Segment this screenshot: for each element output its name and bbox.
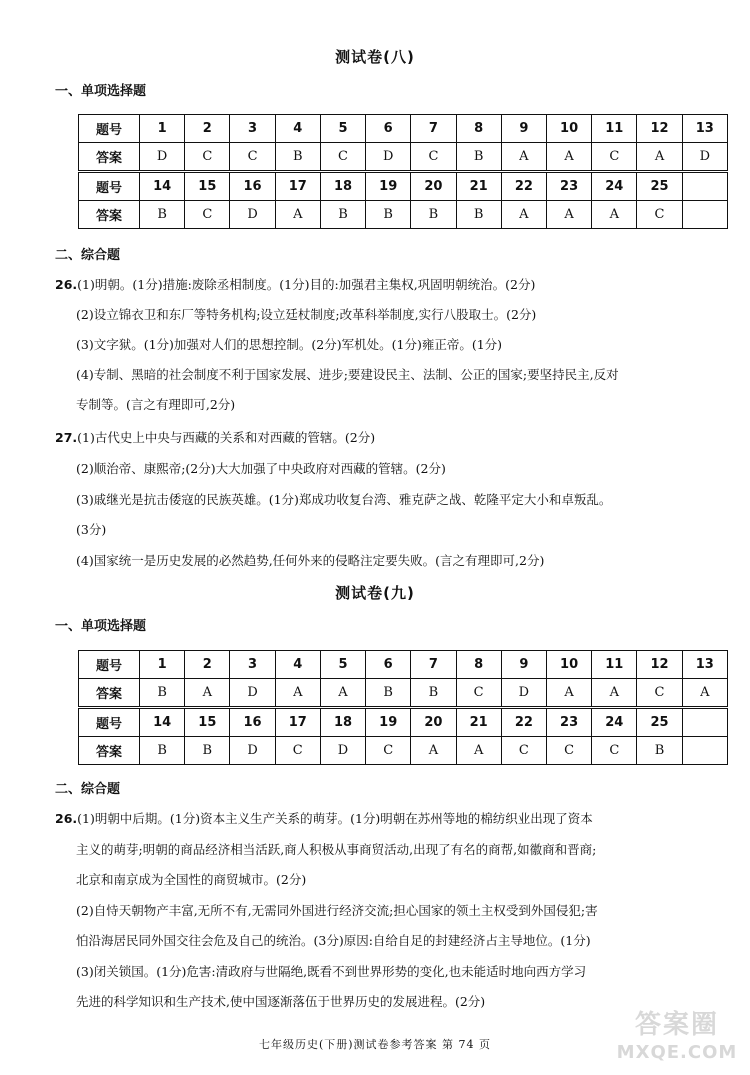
answer-cell: A: [501, 143, 546, 172]
question-number: 7: [411, 651, 456, 679]
test8-q26-line4: (4)专制、黑暗的社会制度不利于国家发展、进步;要建设民主、法制、公正的国家;要坚持民主,反对: [76, 367, 619, 382]
test9-ans-row-1: [79, 679, 728, 708]
question-number: 15: [185, 708, 230, 737]
test9-q26-line1: [55, 805, 730, 833]
row-label: 题号: [79, 651, 140, 679]
answer-cell: D: [320, 737, 365, 765]
question-number: 16: [230, 708, 275, 737]
row-label: 题号: [79, 115, 140, 143]
question-number: 14: [140, 708, 185, 737]
question-number: 24: [592, 708, 637, 737]
question-number: 2: [185, 115, 230, 143]
question-number: 17: [275, 172, 320, 201]
answer-cell: C: [637, 679, 682, 708]
answer-cell: C: [592, 737, 637, 765]
question-number: 7: [411, 115, 456, 143]
answer-cell: C: [185, 143, 230, 172]
answer-cell: A: [637, 143, 682, 172]
answer-cell: A: [275, 679, 320, 708]
row-label: 答案: [79, 201, 140, 229]
question-number: 2: [185, 651, 230, 679]
question-number: [682, 172, 727, 201]
test8-ans-row-2: [79, 201, 728, 229]
test9-answer-table: [78, 650, 728, 765]
question-number: 21: [456, 172, 501, 201]
test8-q27-line2: (2)顺治帝、康熙帝;(2分)大大加强了中央政府对西藏的管辖。(2分): [76, 461, 446, 476]
question-number: 4: [275, 651, 320, 679]
row-label: 答案: [79, 679, 140, 708]
question-number: 18: [320, 172, 365, 201]
answer-text: (1)古代史上中央与西藏的关系和对西藏的管辖。(2分): [77, 430, 376, 445]
test8-num-row-2: [79, 172, 728, 201]
question-number: 11: [592, 115, 637, 143]
answer-text: (1)明朝。(1分)措施:废除丞相制度。(1分)目的:加强君主集权,巩固明朝统治。(2分): [77, 277, 536, 292]
test8-q26-line5: 专制等。(言之有理即可,2分): [76, 397, 236, 412]
question-number: 19: [366, 708, 411, 737]
question-number: [682, 708, 727, 737]
answer-cell: B: [320, 201, 365, 229]
test8-ans-row-1: [79, 143, 728, 172]
answer-text: (1)明朝中后期。(1分)资本主义生产关系的萌芽。(1分)明朝在苏州等地的棉纺织业出现了资本: [77, 811, 593, 826]
question-number: 11: [592, 651, 637, 679]
answer-cell: B: [411, 679, 456, 708]
answer-cell: A: [411, 737, 456, 765]
answer-cell: D: [140, 143, 185, 172]
question-number: 3: [230, 651, 275, 679]
answer-cell: C: [546, 737, 591, 765]
question-number: 22: [501, 172, 546, 201]
test8-answer-table: [78, 114, 728, 229]
watermark-url: MXQE.COM: [616, 1042, 738, 1063]
question-number: 26.: [55, 277, 78, 292]
question-number: 20: [411, 708, 456, 737]
answer-cell: C: [275, 737, 320, 765]
answer-cell: C: [320, 143, 365, 172]
watermark-logo: [612, 1008, 742, 1070]
question-number: 17: [275, 708, 320, 737]
answer-cell: A: [320, 679, 365, 708]
answer-cell: D: [366, 143, 411, 172]
test9-q26-line4: (2)自恃天朝物产丰富,无所不有,无需同外国进行经济交流;担心国家的领土主权受到外国侵犯;害: [76, 903, 598, 918]
test8-q26-line1: [55, 271, 730, 299]
question-number: 18: [320, 708, 365, 737]
answer-cell: B: [456, 201, 501, 229]
answer-cell: B: [637, 737, 682, 765]
answer-cell: B: [140, 201, 185, 229]
test9-q26-line5: 怕沿海居民同外国交往会危及自己的统治。(3分)原因:自给自足的封建经济占主导地位。(1分): [76, 933, 591, 948]
answer-cell: B: [185, 737, 230, 765]
question-number: 3: [230, 115, 275, 143]
question-number: 12: [637, 115, 682, 143]
answer-cell: C: [366, 737, 411, 765]
question-number: 14: [140, 172, 185, 201]
question-number: 8: [456, 651, 501, 679]
answer-cell: A: [501, 201, 546, 229]
question-number: 12: [637, 651, 682, 679]
test9-q26-line7: 先进的科学知识和生产技术,使中国逐渐落伍于世界历史的发展进程。(2分): [76, 994, 486, 1009]
question-number: 5: [320, 115, 365, 143]
test8-q27-line4: (3分): [76, 522, 107, 537]
answer-cell: C: [501, 737, 546, 765]
question-number: 15: [185, 172, 230, 201]
answer-cell: B: [275, 143, 320, 172]
answer-cell: B: [456, 143, 501, 172]
test8-q27-line3: (3)戚继光是抗击倭寇的民族英雄。(1分)郑成功收复台湾、雅克萨之战、乾隆平定大小和卓叛乱。: [76, 492, 612, 507]
question-number: 21: [456, 708, 501, 737]
answer-cell: [682, 737, 727, 765]
test9-num-row-1: [79, 651, 728, 679]
question-number: 1: [140, 115, 185, 143]
answer-cell: D: [682, 143, 727, 172]
question-number: 6: [366, 115, 411, 143]
answer-cell: [682, 201, 727, 229]
answer-cell: C: [185, 201, 230, 229]
test8-num-row-1: [79, 115, 728, 143]
answer-cell: A: [546, 679, 591, 708]
question-number: 13: [682, 651, 727, 679]
question-number: 10: [546, 115, 591, 143]
question-number: 23: [546, 172, 591, 201]
watermark-text: 答案圈: [634, 1010, 719, 1040]
row-label: 题号: [79, 172, 140, 201]
question-number: 9: [501, 115, 546, 143]
test8-mc-title: 一、单项选择题: [55, 84, 147, 99]
test8-q26-line3: (3)文字狱。(1分)加强对人们的思想控制。(2分)军机处。(1分)雍正帝。(1分): [76, 337, 503, 352]
question-number: 27.: [55, 430, 78, 445]
test9-q26-line6: (3)闭关锁国。(1分)危害:清政府与世隔绝,既看不到世界形势的变化,也未能适时地向西方学习: [76, 964, 587, 979]
answer-cell: C: [592, 143, 637, 172]
question-number: 22: [501, 708, 546, 737]
answer-cell: C: [411, 143, 456, 172]
answer-cell: C: [230, 143, 275, 172]
test9-num-row-2: [79, 708, 728, 737]
row-label: 题号: [79, 708, 140, 737]
answer-cell: A: [682, 679, 727, 708]
row-label: 答案: [79, 737, 140, 765]
answer-cell: A: [275, 201, 320, 229]
question-number: 23: [546, 708, 591, 737]
question-number: 10: [546, 651, 591, 679]
test8-q26-line2: (2)设立锦衣卫和东厂等特务机构;设立廷杖制度;改革科举制度,实行八股取士。(2分): [76, 307, 537, 322]
question-number: 4: [275, 115, 320, 143]
question-number: 5: [320, 651, 365, 679]
answer-cell: D: [230, 679, 275, 708]
question-number: 26.: [55, 811, 78, 826]
answer-cell: B: [411, 201, 456, 229]
question-number: 9: [501, 651, 546, 679]
test8-q27-line1: [55, 424, 730, 452]
page-footer: 七年级历史(下册)测试卷参考答案 第 74 页: [258, 1038, 492, 1051]
answer-cell: A: [546, 143, 591, 172]
question-number: 24: [592, 172, 637, 201]
row-label: 答案: [79, 143, 140, 172]
test9-comp-title: 二、综合题: [55, 782, 121, 797]
answer-cell: C: [456, 679, 501, 708]
answer-cell: D: [230, 737, 275, 765]
answer-cell: A: [592, 201, 637, 229]
question-number: 16: [230, 172, 275, 201]
test8-q27-line5: (4)国家统一是历史发展的必然趋势,任何外来的侵略注定要失败。(言之有理即可,2分): [76, 553, 545, 568]
answer-cell: A: [185, 679, 230, 708]
question-number: 20: [411, 172, 456, 201]
test9-mc-title: 一、单项选择题: [55, 619, 147, 634]
question-number: 13: [682, 115, 727, 143]
test9-title: 测试卷(九): [335, 584, 415, 602]
answer-cell: B: [140, 679, 185, 708]
answer-cell: A: [546, 201, 591, 229]
test8-title: 测试卷(八): [335, 48, 415, 66]
question-number: 25: [637, 708, 682, 737]
answer-cell: B: [366, 679, 411, 708]
answer-cell: A: [456, 737, 501, 765]
test9-q26-line3: 北京和南京成为全国性的商贸城市。(2分): [76, 872, 307, 887]
test9-ans-row-2: [79, 737, 728, 765]
answer-cell: B: [140, 737, 185, 765]
answer-cell: A: [592, 679, 637, 708]
question-number: 6: [366, 651, 411, 679]
test9-q26-line2: 主义的萌芽;明朝的商品经济相当活跃,商人积极从事商贸活动,出现了有名的商帮,如徽商和晋商;: [76, 842, 597, 857]
answer-cell: C: [637, 201, 682, 229]
question-number: 19: [366, 172, 411, 201]
answer-cell: B: [366, 201, 411, 229]
question-number: 25: [637, 172, 682, 201]
test8-comp-title: 二、综合题: [55, 248, 121, 263]
question-number: 8: [456, 115, 501, 143]
answer-cell: D: [230, 201, 275, 229]
answer-cell: D: [501, 679, 546, 708]
question-number: 1: [140, 651, 185, 679]
